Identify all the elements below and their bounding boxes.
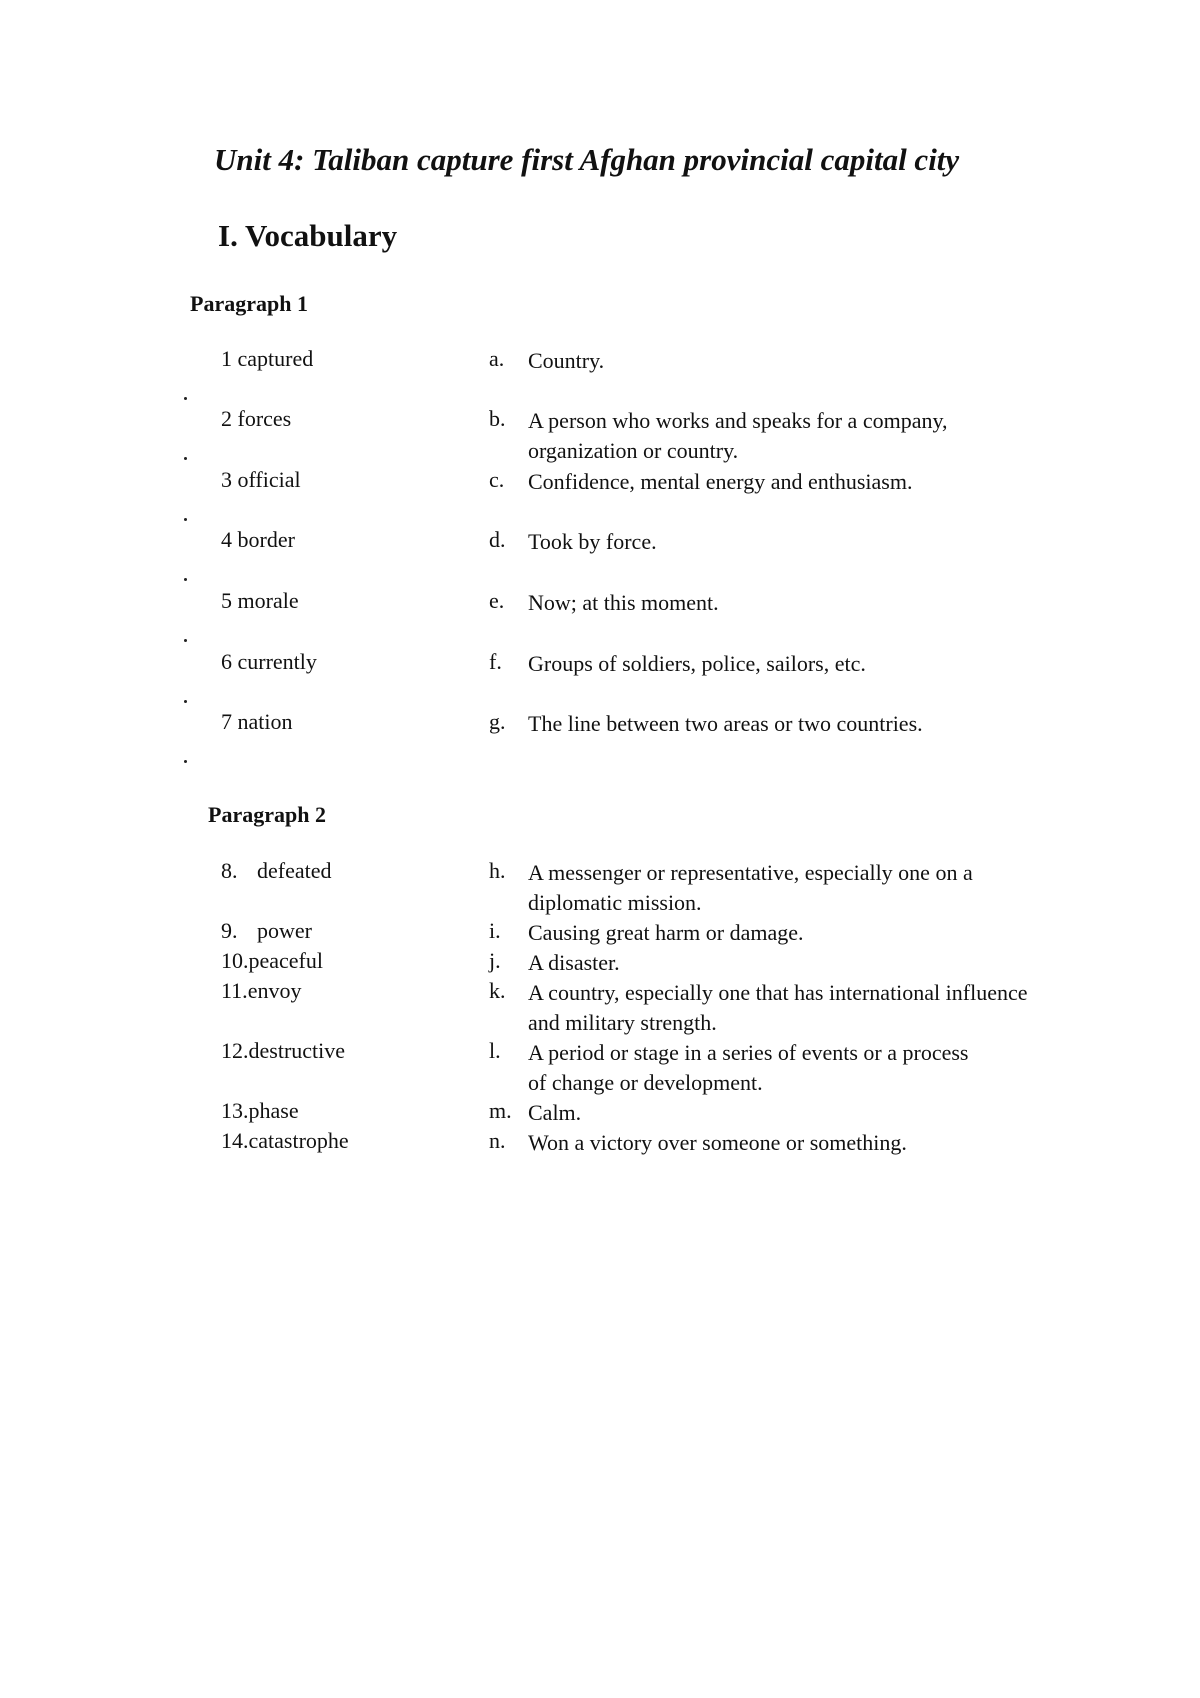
paragraph-1-heading: Paragraph 1 (190, 291, 308, 316)
definition-letter: i. (489, 918, 501, 943)
definition-letter: b. (489, 406, 506, 431)
vocab-definition: Calm. (528, 1100, 582, 1125)
definition-letter: c. (489, 467, 505, 492)
vocab-term: 2 forces (221, 406, 292, 431)
definition-letter: m. (489, 1098, 512, 1123)
vocab-definition: A person who works and speaks for a company, organization or country. (528, 408, 948, 463)
list-bullet (184, 760, 187, 763)
vocab-term: 8. defeated (221, 858, 332, 883)
vocab-definition: A period or stage in a series of events or a process of change or development. (528, 1040, 969, 1095)
list-bullet (184, 457, 187, 460)
section-heading: I. Vocabulary (218, 218, 398, 253)
list-bullet (184, 700, 187, 703)
vocab-term: 5 morale (221, 588, 299, 613)
list-bullet (184, 397, 187, 400)
vocab-definition: Won a victory over someone or something. (528, 1130, 907, 1155)
definition-letter: j. (489, 948, 501, 973)
vocab-term: 10.peaceful (221, 948, 323, 973)
paragraph-2-heading: Paragraph 2 (208, 802, 326, 827)
vocab-definition: Confidence, mental energy and enthusiasm. (528, 469, 913, 494)
list-bullet (184, 639, 187, 642)
vocab-definition: Country. (528, 348, 605, 373)
definition-letter: d. (489, 527, 506, 552)
vocab-definition: A disaster. (528, 950, 620, 975)
vocab-term: 4 border (221, 527, 295, 552)
vocab-term: 11.envoy (221, 978, 302, 1003)
vocab-term: 3 official (221, 467, 301, 492)
list-bullet (184, 518, 187, 521)
vocab-term: 7 nation (221, 709, 293, 734)
vocab-definition: A messenger or representative, especially one on a diplomatic mission. (528, 860, 973, 915)
definition-letter: g. (489, 709, 506, 734)
definition-letter: l. (489, 1038, 501, 1063)
vocab-definition: Took by force. (528, 529, 657, 554)
vocab-definition: The line between two areas or two countries. (528, 711, 923, 736)
vocab-term: 1 captured (221, 346, 314, 371)
vocab-definition: Causing great harm or damage. (528, 920, 804, 945)
vocab-term: 14.catastrophe (221, 1128, 349, 1153)
definition-letter: a. (489, 346, 505, 371)
definition-letter: n. (489, 1128, 506, 1153)
definition-letter: e. (489, 588, 505, 613)
document-title: Unit 4: Taliban capture first Afghan provincial capital city (214, 142, 960, 177)
vocab-definition: Now; at this moment. (528, 590, 719, 615)
vocab-definition: Groups of soldiers, police, sailors, etc. (528, 651, 866, 676)
definition-letter: h. (489, 858, 506, 883)
vocab-term: 12.destructive (221, 1038, 346, 1063)
vocab-term: 9. power (221, 918, 312, 943)
vocab-definition: A country, especially one that has international influence and military strength. (528, 980, 1028, 1035)
definition-letter: f. (489, 649, 502, 674)
vocab-term: 6 currently (221, 649, 317, 674)
definition-letter: k. (489, 978, 506, 1003)
list-bullet (184, 578, 187, 581)
vocab-term: 13.phase (221, 1098, 299, 1123)
